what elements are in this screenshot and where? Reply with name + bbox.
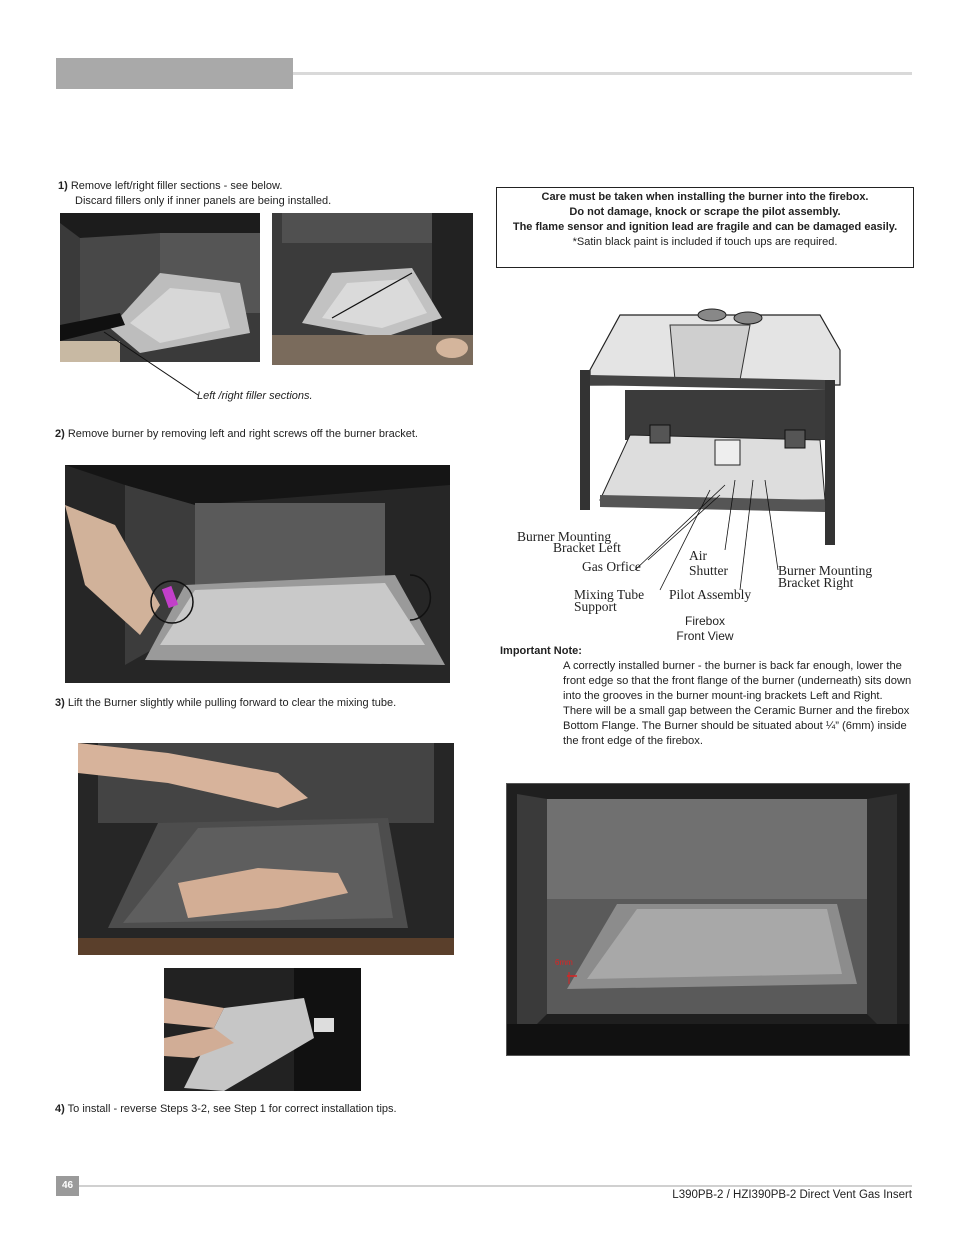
caption-pointer-line [100,330,210,400]
step-1-text-2: Discard fillers only if inner panels are being installed. [75,195,332,207]
burner-screw-photo [65,465,450,683]
six-mm-label: 6mm [555,958,573,967]
lift-burner-photo [78,743,454,955]
header-rule [293,72,912,75]
label-burner-mounting-left-2: Bracket Left [553,540,621,555]
warning-line-1: Care must be taken when installing the burner into the firebox. [541,191,869,203]
filler-caption: Left /right filler sections. [197,390,313,402]
step-1-text: Remove left/right filler sections - see below. [70,180,283,192]
installed-burner-photo [506,783,910,1056]
step-3-number: 3) [55,697,65,709]
footer-rule [79,1185,912,1187]
label-firebox: Firebox [684,614,725,628]
step-4-number: 4) [55,1103,65,1115]
label-support: Support [574,599,617,614]
mixing-tube-photo [164,968,361,1091]
warning-line-2: Do not damage, knock or scrape the pilot assembly. [569,206,841,218]
label-burner-mounting-right-2: Bracket Right [778,575,854,590]
label-shutter: Shutter [689,563,728,578]
step-2 [55,427,418,442]
step-4-text: To install - reverse Steps 3-2, see Step 1 for correct installation tips. [67,1103,397,1115]
footer-doc-title: L390PB-2 / HZI390PB-2 Direct Vent Gas Insert [672,1189,912,1201]
page-number: 46 [56,1176,79,1196]
label-burner-mounting-right-1: Burner Mounting [778,563,873,578]
step-1 [58,179,282,194]
step-1-number: 1) [58,180,68,192]
label-gas-orifice: Gas Orfice [582,559,641,574]
warning-line-4: *Satin black paint is included if touch ups are required. [572,236,838,248]
step-2-number: 2) [55,428,65,440]
label-mixing-tube: Mixing Tube [574,587,645,602]
section-header-block [56,58,293,89]
step-4 [55,1102,397,1117]
warning-box [496,187,914,268]
important-note-title: Important Note: [500,645,582,657]
step-2-text: Remove burner by removing left and right screws off the burner bracket. [67,428,418,440]
step-3-text: Lift the Burner slightly while pulling forward to clear the mixing tube. [67,697,397,709]
filler-photo-right [272,213,473,365]
important-note-body: A correctly installed burner - the burner is back far enough, lower the front edge so that the front flange of the burner (underneath) sits down into the grooves in the burner mount-ing brackets Left and Right. There will be a small gap between the Ceramic Burner and the firebox Bottom Flange. The Burner should be situated about ¼” (6mm) inside the front edge of the firebox. [563,660,912,747]
label-front-view: Front View [676,629,734,643]
label-burner-mounting-left-1: Burner Mounting [517,529,612,544]
step-3 [55,696,396,711]
label-pilot-assembly: Pilot Assembly [669,587,752,602]
label-air: Air [689,548,707,563]
warning-line-3: The flame sensor and ignition lead are fragile and can be damaged easily. [512,221,898,233]
